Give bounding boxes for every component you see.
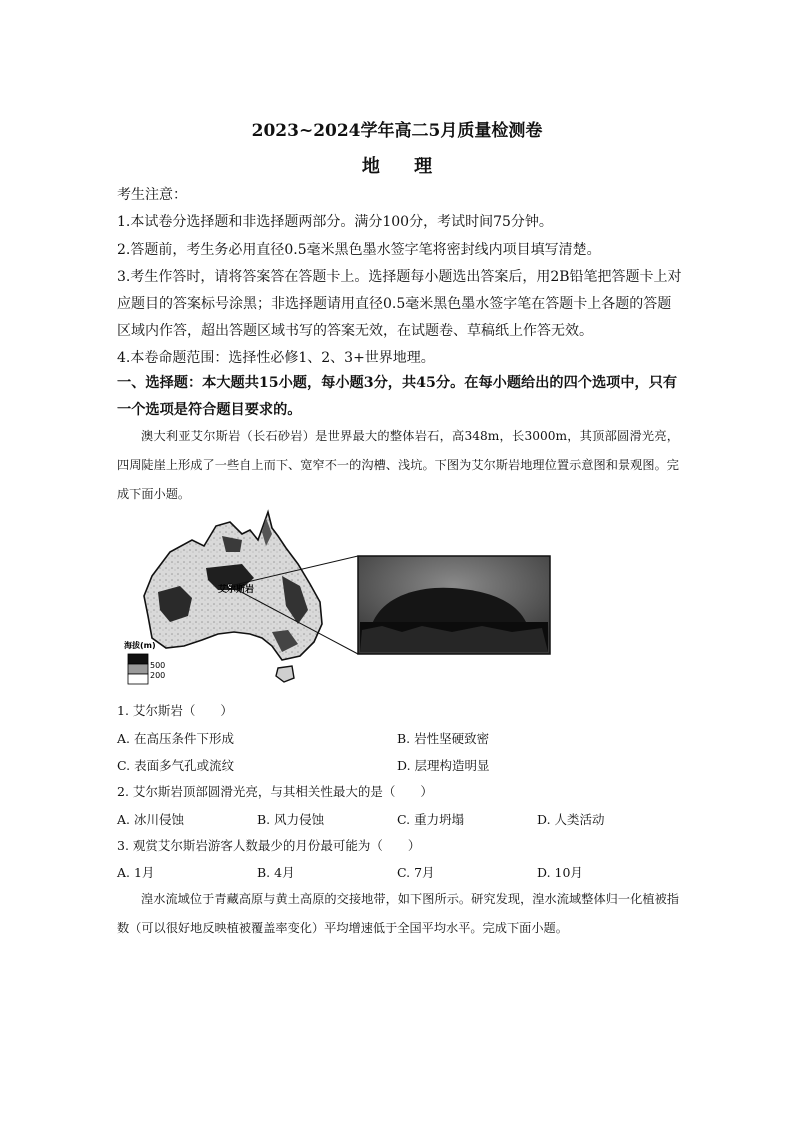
q1-option-c[interactable]: C. 表面多气孔或流纹	[117, 758, 235, 773]
q3-option-a[interactable]: A. 1月	[117, 865, 155, 880]
notice-item-3: 3.考生作答时，请将答案答在答题卡上。选择题每小题选出答案后，用2B铅笔把答题卡上对	[117, 269, 682, 285]
q2-option-c[interactable]: C. 重力坍塌	[397, 812, 465, 827]
q2-option-b[interactable]: B. 风力侵蚀	[257, 812, 325, 827]
legend-title: 海拔(m)	[124, 641, 156, 650]
section-heading: 一、选择题：本大题共15小题，每小题3分，共45分。在每小题给出的四个选项中，只有	[117, 375, 678, 391]
section-heading-cont: 一个选项是符合题目要求的。	[117, 402, 302, 418]
notice-heading: 考生注意：	[117, 187, 187, 203]
notice-item-1: 1.本试卷分选择题和非选择题两部分。满分100分，考试时间75分钟。	[117, 214, 553, 230]
question-3-stem: 3. 观赏艾尔斯岩游客人数最少的月份最可能为（ ）	[117, 838, 421, 853]
legend-500: 500	[150, 661, 166, 670]
subject-title: 地 理	[361, 156, 447, 177]
q3-option-b[interactable]: B. 4月	[257, 865, 295, 880]
question-1-stem: 1. 艾尔斯岩（ ）	[117, 703, 233, 718]
tasmania-map	[276, 666, 294, 682]
figure-svg	[122, 506, 552, 694]
passage-ayers-rock: 澳大利亚艾尔斯岩（长石砂岩）是世界最大的整体岩石，高348m，长3000m，其顶部圆滑光亮，四周陡崖上形成了一些自上而下、宽窄不一的沟槽、浅坑。下图为艾尔斯岩地理位置示意图和景观图。完成下面小题。	[117, 429, 679, 501]
q3-option-d[interactable]: D. 10月	[537, 865, 583, 880]
question-2-stem: 2. 艾尔斯岩顶部圆滑光亮，与其相关性最大的是（ ）	[117, 784, 433, 799]
legend-swatch-high	[128, 654, 148, 664]
notice-item-4: 4.本卷命题范围：选择性必修1、2、3+世界地理。	[117, 350, 435, 366]
q1-option-d[interactable]: D. 层理构造明显	[397, 758, 490, 773]
q1-option-a[interactable]: A. 在高压条件下形成	[117, 731, 234, 746]
legend-swatch-mid	[128, 664, 148, 674]
legend-swatch-low	[128, 674, 148, 684]
exam-title: 2023~2024学年高二5月质量检测卷	[251, 121, 543, 141]
figure-ayers-rock	[122, 506, 552, 694]
q1-option-b[interactable]: B. 岩性坚硬致密	[397, 731, 490, 746]
notice-item-3-cont2: 区域内作答，超出答题区域书写的答案无效，在试题卷、草稿纸上作答无效。	[117, 323, 593, 339]
q2-option-d[interactable]: D. 人类活动	[537, 812, 605, 827]
legend-200: 200	[150, 671, 166, 680]
q3-option-c[interactable]: C. 7月	[397, 865, 435, 880]
q2-option-a[interactable]: A. 冰川侵蚀	[117, 812, 184, 827]
map-label: 艾尔斯岩	[218, 585, 255, 595]
passage-huangshui: 湟水流域位于青藏高原与黄土高原的交接地带，如下图所示。研究发现，湟水流域整体归一化植被指数（可以很好地反映植被覆盖率变化）平均增速低于全国平均水平。完成下面小题。	[117, 892, 679, 935]
notice-item-3-cont: 应题目的答案标号涂黑；非选择题请用直径0.5毫米黑色墨水签字笔在答题卡上各题的答题	[117, 296, 672, 312]
notice-item-2: 2.答题前，考生务必用直径0.5毫米黑色墨水签字笔将密封线内项目填写清楚。	[117, 242, 601, 258]
